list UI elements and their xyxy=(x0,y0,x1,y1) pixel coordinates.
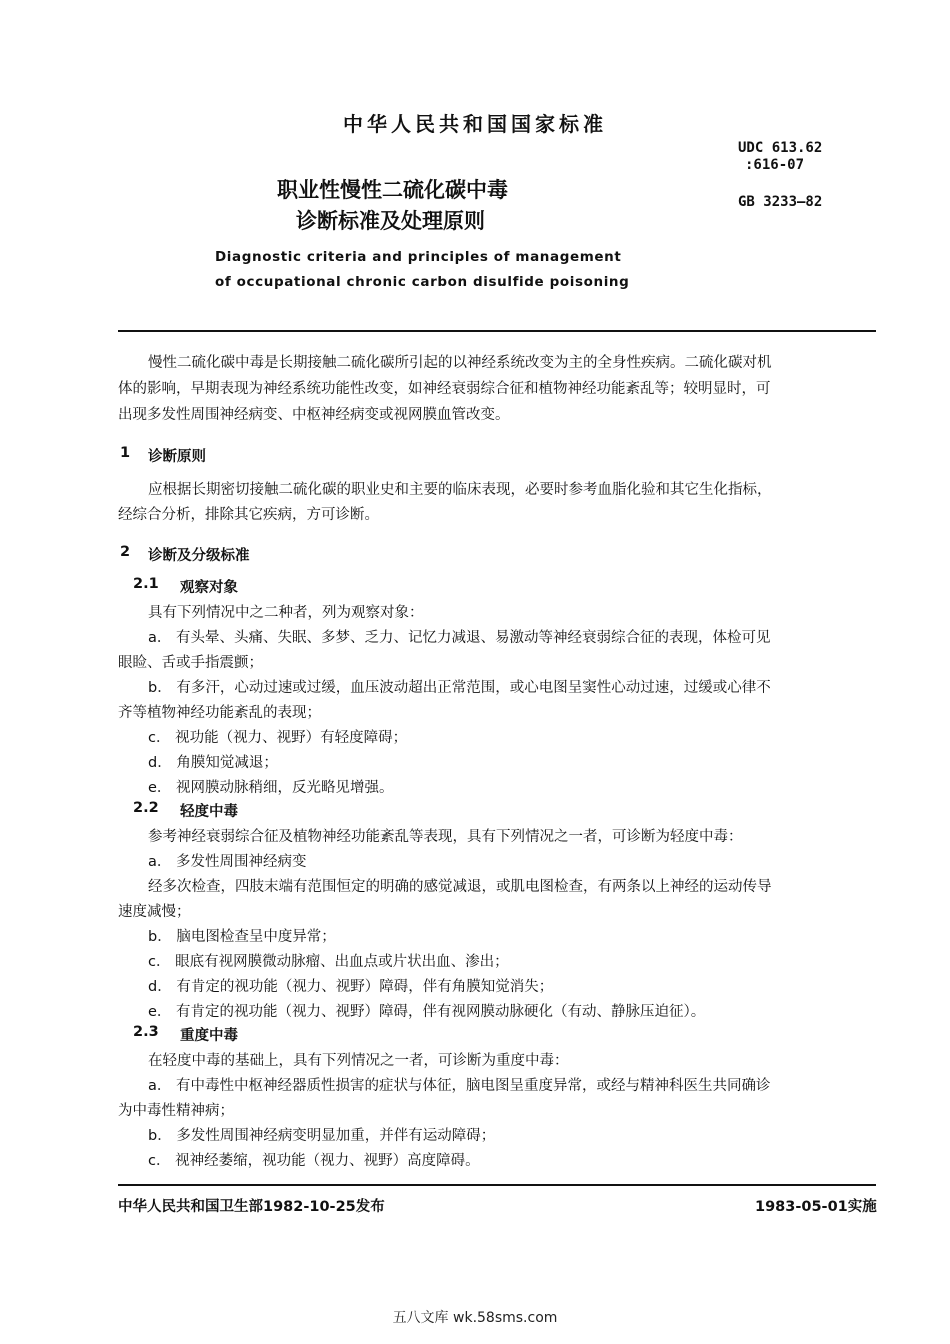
gb-code: GB 3233—82 xyxy=(738,194,823,210)
sub22-number: 2.2 xyxy=(133,800,159,816)
standard-org-title: 中华人民共和国国家标准 xyxy=(343,112,607,136)
sub21-item-a-line2: 眼睑、舌或手指震颤； xyxy=(118,655,263,671)
title-en-line1: Diagnostic criteria and principles of management xyxy=(215,249,622,265)
sub21-number: 2.1 xyxy=(133,576,159,592)
sub21-lead: 具有下列情况中之二种者，列为观察对象： xyxy=(148,605,424,621)
intro-line-1: 慢性二硫化碳中毒是长期接触二硫化碳所引起的以神经系统改变为主的全身性疾病。二硫化碳对机 xyxy=(148,355,772,371)
udc-code-line2: :616-07 xyxy=(745,157,805,173)
sub22-title: 轻度中毒 xyxy=(180,804,238,820)
sub21-item-b-line2: 齐等植物神经功能紊乱的表现； xyxy=(118,705,321,721)
effective-date: 1983-05-01实施 xyxy=(755,1199,877,1215)
intro-line-2: 体的影响，早期表现为神经系统功能性改变，如神经衰弱综合征和植物神经功能紊乱等；较明显时，可 xyxy=(118,381,771,397)
section1-line-2: 经综合分析，排除其它疾病，方可诊断。 xyxy=(118,507,379,523)
sub22-lead: 参考神经衰弱综合征及植物神经功能紊乱等表现，具有下列情况之一者，可诊断为轻度中毒： xyxy=(148,829,743,845)
sub22-item-e: e． 有肯定的视功能（视力、视野）障碍，伴有视网膜动脉硬化（有动、静脉压迫征）。 xyxy=(148,1004,706,1020)
sub21-item-d: d． 角膜知觉减退； xyxy=(148,755,278,771)
udc-code-line1: UDC 613.62 xyxy=(738,140,823,156)
sub22-item-b: b． 脑电图检查呈中度异常； xyxy=(148,929,336,945)
intro-line-3: 出现多发性周围神经病变、中枢神经病变或视网膜血管改变。 xyxy=(118,407,510,423)
sub22-item-a-detail-line2: 速度减慢； xyxy=(118,904,191,920)
title-cn-line2: 诊断标准及处理原则 xyxy=(296,209,485,233)
sub23-number: 2.3 xyxy=(133,1024,159,1040)
sub21-item-a-line1: a． 有头晕、头痛、失眠、多梦、乏力、记忆力减退、易激动等神经衰弱综合征的表现，体检可见 xyxy=(148,630,771,646)
title-cn-line1: 职业性慢性二硫化碳中毒 xyxy=(277,178,508,202)
sub23-title: 重度中毒 xyxy=(180,1028,238,1044)
header-divider xyxy=(118,330,876,332)
section1-line-1: 应根据长期密切接触二硫化碳的职业史和主要的临床表现，必要时参考血脂化验和其它生化指标， xyxy=(148,482,772,498)
section2-number: 2 xyxy=(120,544,131,560)
sub22-item-a-detail-line1: 经多次检查，四肢末端有范围恒定的明确的感觉减退，或肌电图检查，有两条以上神经的运动传导 xyxy=(148,879,772,895)
watermark-text[interactable]: 五八文库 wk.58sms.com xyxy=(392,1310,558,1326)
issued-date: 中华人民共和国卫生部1982-10-25发布 xyxy=(118,1199,385,1215)
title-en-line2: of occupational chronic carbon disulfide poisoning xyxy=(215,274,630,290)
sub23-item-a-line1: a． 有中毒性中枢神经器质性损害的症状与体征，脑电图呈重度异常，或经与精神科医生共同确诊 xyxy=(148,1078,771,1094)
sub21-item-c: c． 视功能（视力、视野）有轻度障碍； xyxy=(148,730,408,746)
sub21-title: 观察对象 xyxy=(180,580,238,596)
section1-number: 1 xyxy=(120,445,131,461)
sub23-item-b: b． 多发性周围神经病变明显加重，并伴有运动障碍； xyxy=(148,1128,496,1144)
sub23-lead: 在轻度中毒的基础上，具有下列情况之一者，可诊断为重度中毒： xyxy=(148,1053,569,1069)
sub23-item-c: c． 视神经萎缩，视功能（视力、视野）高度障碍。 xyxy=(148,1153,480,1169)
section1-title: 诊断原则 xyxy=(148,449,206,465)
sub21-item-e: e． 视网膜动脉稍细，反光略见增强。 xyxy=(148,780,394,796)
footer-divider xyxy=(118,1184,876,1186)
sub22-item-d: d． 有肯定的视功能（视力、视野）障碍，伴有角膜知觉消失； xyxy=(148,979,554,995)
sub23-item-a-line2: 为中毒性精神病； xyxy=(118,1103,234,1119)
section2-title: 诊断及分级标准 xyxy=(148,548,250,564)
sub22-item-a: a． 多发性周围神经病变 xyxy=(148,854,307,870)
sub21-item-b-line1: b． 有多汗，心动过速或过缓，血压波动超出正常范围，或心电图呈窦性心动过速，过缓或心律不 xyxy=(148,680,771,696)
sub22-item-c: c． 眼底有视网膜微动脉瘤、出血点或片状出血、渗出； xyxy=(148,954,509,970)
